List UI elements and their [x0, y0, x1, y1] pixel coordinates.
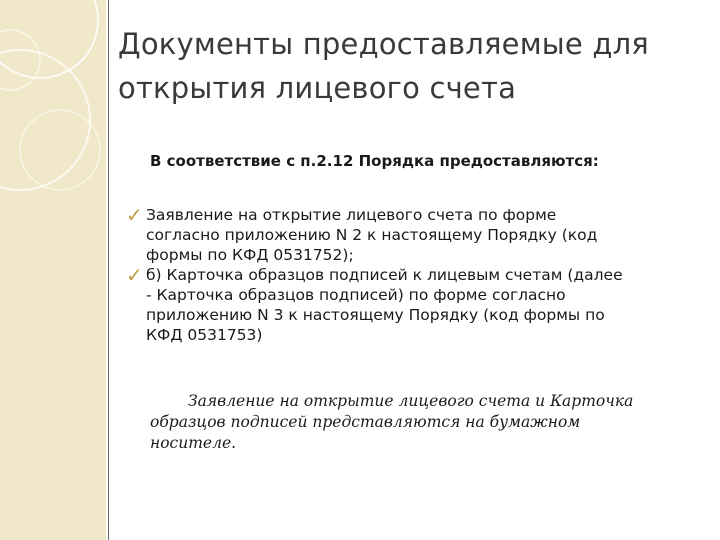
checkmark-icon: ✓ — [126, 203, 143, 227]
note-line: Заявление на открытие лицевого счета и Карточка — [188, 392, 634, 410]
bullet-item — [118, 205, 708, 265]
bullet-line: - Карточка образцов подписей) по форме согласно — [146, 286, 566, 304]
bullet-line: формы по КФД 0531752); — [146, 246, 354, 264]
bullet-list — [118, 205, 708, 345]
subheading: В соответствие с п.2.12 Порядка предоставляются: — [150, 152, 599, 170]
note-line: образцов подписей представляются на бумажном — [150, 413, 581, 431]
bullet-line: Заявление на открытие лицевого счета по форме — [146, 206, 557, 224]
slide-title — [118, 22, 718, 110]
decorative-sidebar — [0, 0, 106, 540]
checkmark-icon: ✓ — [126, 263, 143, 287]
bullet-line: приложению N 3 к настоящему Порядку (код формы по — [146, 306, 605, 324]
sidebar-divider — [108, 0, 109, 540]
italic-note — [150, 391, 710, 454]
circles-pattern-icon — [0, 0, 106, 540]
bullet-line: согласно приложению N 2 к настоящему Порядку (код — [146, 226, 598, 244]
bullet-text — [146, 205, 708, 265]
bullet-line: б) Карточка образцов подписей к лицевым счетам (далее — [146, 266, 623, 284]
note-line: носителе. — [150, 434, 237, 452]
title-line: открытия лицевого счета — [118, 71, 517, 105]
title-line: Документы предоставляемые для — [118, 27, 649, 61]
bullet-item — [118, 265, 708, 345]
bullet-line: КФД 0531753) — [146, 326, 263, 344]
bullet-text — [146, 265, 708, 345]
